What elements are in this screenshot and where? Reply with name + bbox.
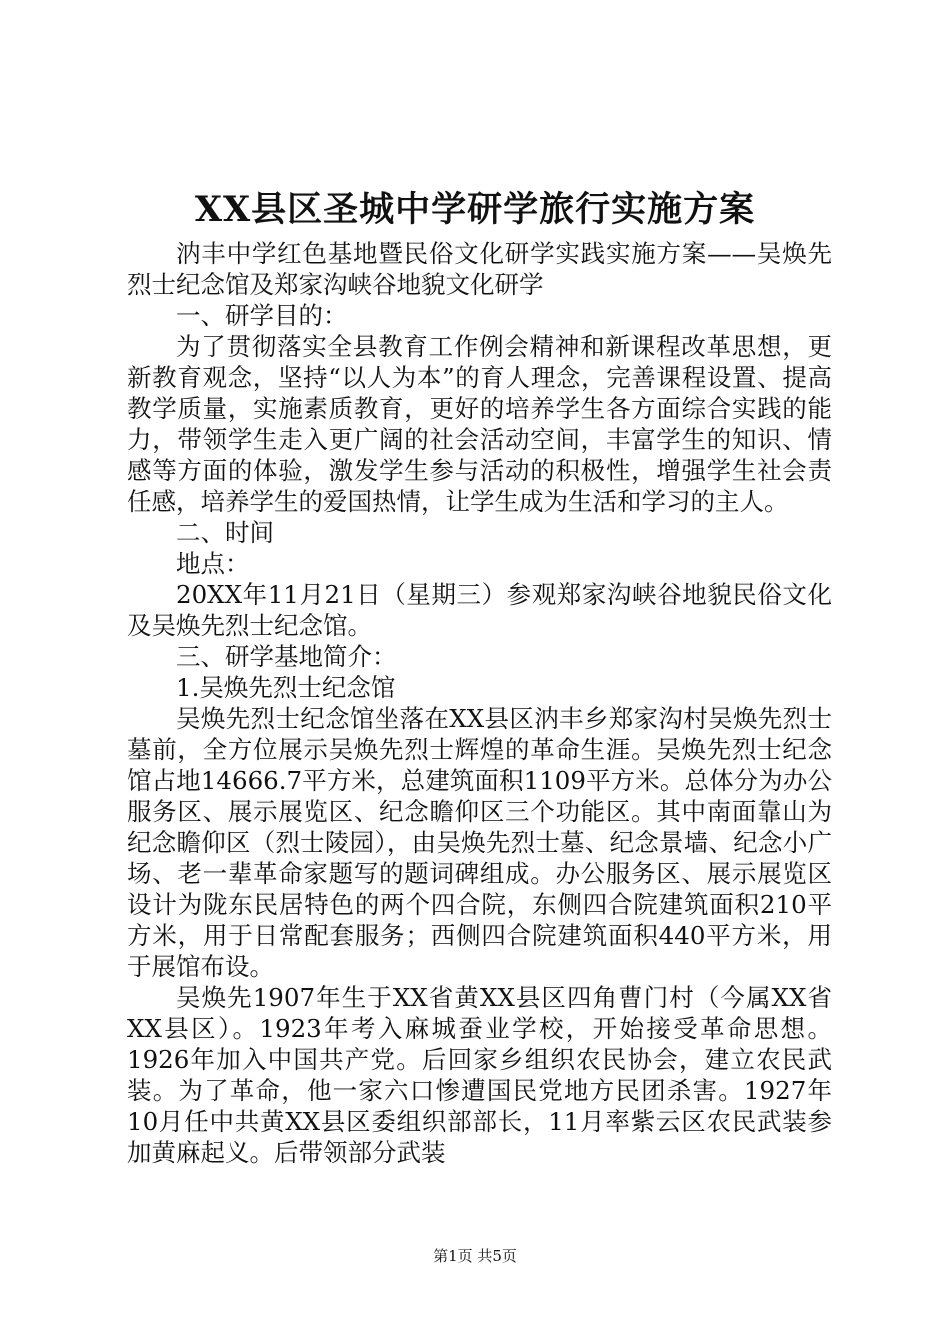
section-heading-base: 三、研学基地简介： [176, 642, 397, 671]
document-body [127, 238, 832, 1168]
section-heading-time: 二、时间 [176, 518, 274, 547]
subheading-memorial: 1.吴焕先烈士纪念馆 [176, 673, 396, 702]
paragraph-intro: 汭丰中学红色基地暨民俗文化研学实践实施方案——吴焕先烈士纪念馆及郑家沟峡谷地貌文化研学 [127, 239, 832, 299]
section-heading-purpose: 一、研学目的： [176, 301, 348, 330]
document-title: XX县区圣城中学研学旅行实施方案 [194, 189, 756, 230]
page-footer: 第1页 共5页 [433, 1247, 517, 1265]
label-location: 地点： [176, 549, 250, 578]
paragraph-biography: 吴焕先1907年生于XX省黄XX县区四角曹门村（今属XX省XX县区）。1923年考入麻城蚕业学校，开始接受革命思想。1926年加入中国共产党。后回家乡组织农民协会，建立农民武装。为了革命，他一家六口惨遭国民党地方民团杀害。1927年10月任中共黄XX县区委组织部部长，11月率紫云区农民武装参加黄麻起义。后带领部分武装 [127, 983, 832, 1167]
paragraph-time-location: 20XX年11月21日（星期三）参观郑家沟峡谷地貌民俗文化及吴焕先烈士纪念馆。 [127, 580, 832, 640]
paragraph-purpose: 为了贯彻落实全县教育工作例会精神和新课程改革思想，更新教育观念，坚持“以人为本”的育人理念，完善课程设置、提高教学质量，实施素质教育，更好的培养学生各方面综合实践的能力，带领学生走入更广阔的社会活动空间，丰富学生的知识、情感等方面的体验，激发学生参与活动的积极性，增强学生社会责任感，培养学生的爱国热情，让学生成为生活和学习的主人。 [127, 332, 832, 516]
paragraph-memorial: 吴焕先烈士纪念馆坐落在XX县区汭丰乡郑家沟村吴焕先烈士墓前，全方位展示吴焕先烈士辉煌的革命生涯。吴焕先烈士纪念馆占地14666.7平方米，总建筑面积1109平方米。总体分为办公服务区、展示展览区、纪念瞻仰区三个功能区。其中南面靠山为纪念瞻仰区（烈士陵园），由吴焕先烈士墓、纪念景墙、纪念小广场、老一辈革命家题写的题词碑组成。办公服务区、展示展览区设计为陇东民居特色的两个四合院，东侧四合院建筑面积210平方米，用于日常配套服务；西侧四合院建筑面积440平方米，用于展馆布设。 [127, 704, 832, 981]
